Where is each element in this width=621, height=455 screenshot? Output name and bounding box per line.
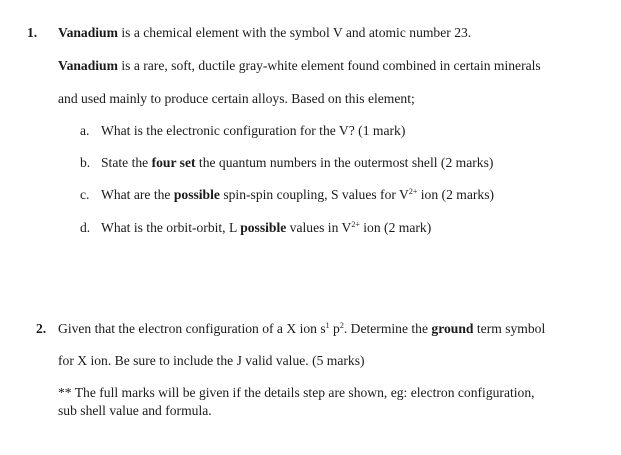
question-text: for X ion. Be sure to include the J valid value. (5 marks) — [58, 353, 365, 368]
term-vanadium: Vanadium — [58, 25, 118, 40]
item-text: the quantum numbers in the outermost shell (2 marks) — [195, 155, 494, 170]
item-emphasis: four set — [151, 155, 196, 170]
item-text: spin-spin coupling, S values for V — [219, 187, 409, 202]
question-1-header — [27, 24, 37, 42]
item-text: What is the orbit-orbit, L — [101, 220, 241, 235]
sub-question-b-label — [80, 154, 90, 172]
item-text: ion (2 mark) — [359, 220, 432, 235]
charge-superscript: 2+ — [351, 220, 360, 229]
question-text: p — [329, 321, 340, 336]
question-text: Given that the electron configuration of a X ion s — [58, 321, 326, 336]
question-text: term symbol — [473, 321, 546, 336]
note-line-1 — [58, 384, 535, 402]
question-2-number: 2. — [36, 321, 47, 336]
item-label: d. — [80, 220, 91, 235]
question-1-intro — [58, 24, 471, 42]
sub-question-c — [101, 186, 494, 204]
electron-count-superscript: 1 — [325, 321, 330, 330]
sub-question-d-label — [80, 219, 90, 237]
sub-question-a — [101, 122, 405, 140]
question-1-paragraph-line-1 — [58, 57, 541, 75]
charge-superscript: 2+ — [408, 187, 418, 196]
question-2-line-1 — [58, 320, 545, 338]
sub-question-d — [101, 219, 431, 237]
note-text: ** The full marks will be given if the details step are shown, eg: electron configuration, — [58, 385, 535, 400]
item-emphasis: possible — [173, 187, 220, 202]
sub-question-c-label — [80, 186, 89, 204]
item-text: ion (2 marks) — [417, 187, 495, 202]
sub-question-b — [101, 154, 493, 172]
paragraph-text: and used mainly to produce certain alloys. Based on this element; — [58, 91, 415, 106]
paragraph-text: is a rare, soft, ductile gray-white element found combined in certain minerals — [117, 58, 541, 73]
item-label: c. — [80, 187, 90, 202]
item-text: What is the electronic configuration for the V? (1 mark) — [101, 123, 406, 138]
item-text: State the — [101, 155, 152, 170]
question-2-header — [36, 320, 46, 338]
sub-question-a-label — [80, 122, 89, 140]
question-1-paragraph-line-2 — [58, 90, 415, 108]
item-label: a. — [80, 123, 90, 138]
electron-count-superscript: 2 — [339, 321, 344, 330]
item-text: What are the — [101, 187, 174, 202]
question-1-number: 1. — [27, 25, 38, 40]
item-emphasis: possible — [240, 220, 287, 235]
note-text: sub shell value and formula. — [58, 403, 212, 418]
note-line-2 — [58, 402, 212, 420]
intro-text: is a chemical element with the symbol V and atomic number 23. — [117, 25, 472, 40]
item-text: values in V — [286, 220, 352, 235]
question-2-line-2 — [58, 352, 365, 370]
question-emphasis: ground — [431, 321, 474, 336]
item-label: b. — [80, 155, 91, 170]
question-text: . Determine the — [343, 321, 432, 336]
term-vanadium: Vanadium — [58, 58, 118, 73]
